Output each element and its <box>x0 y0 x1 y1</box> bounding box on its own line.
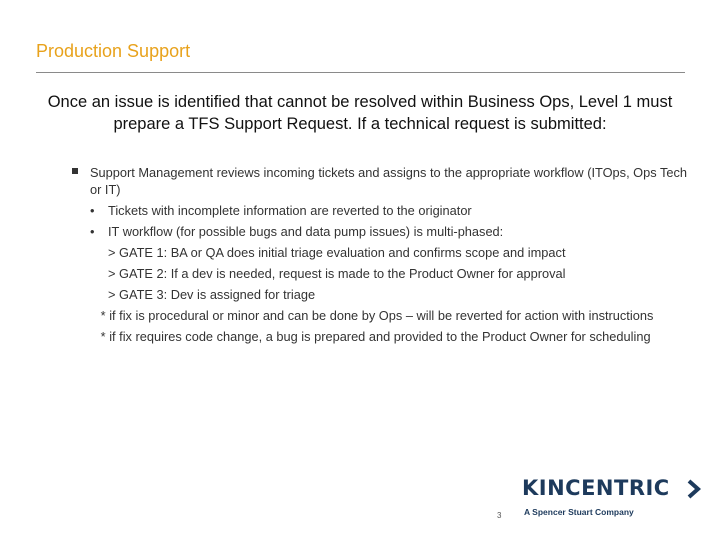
content-body <box>70 164 690 345</box>
intro-text: Once an issue is identified that cannot be resolved within Business Ops, Level 1 must prepare a TFS Support Request. If a technical request is submitted: <box>47 93 673 133</box>
chevron-right-icon <box>686 479 702 499</box>
note-text: * if fix is procedural or minor and can be done by Ops – will be reverted for action with instructions <box>100 308 654 323</box>
gate-item: > GATE 2: If a dev is needed, request is made to the Product Owner for approval <box>108 266 566 281</box>
logo-wordmark: KINCENTRIC <box>522 476 670 500</box>
sub-bullet-text: Tickets with incomplete information are reverted to the originator <box>108 203 472 218</box>
kincentric-logo <box>522 476 702 518</box>
bullet-dot: • <box>90 203 95 218</box>
sub-bullet <box>70 223 690 240</box>
gate-item: > GATE 1: BA or QA does initial triage evaluation and confirms scope and impact <box>108 245 566 260</box>
title-divider <box>36 72 685 73</box>
main-bullet <box>70 164 690 198</box>
square-bullet-icon <box>72 168 78 174</box>
page-number: 3 <box>497 511 502 520</box>
note-item <box>70 328 690 345</box>
sub-bullet <box>70 202 690 219</box>
sub-bullet-text: IT workflow (for possible bugs and data pump issues) is multi-phased: <box>108 224 504 239</box>
note-item <box>70 307 690 324</box>
gate-item: > GATE 3: Dev is assigned for triage <box>108 287 316 302</box>
note-text: * if fix requires code change, a bug is prepared and provided to the Product Owner for scheduling <box>100 329 651 344</box>
bullet-dot: • <box>90 224 95 239</box>
main-bullet-text: Support Management reviews incoming tickets and assigns to the appropriate workflow (ITOps, Ops Tech or IT) <box>90 165 688 197</box>
logo-tagline: A Spencer Stuart Company <box>524 507 634 517</box>
slide-title: Production Support <box>36 41 191 61</box>
